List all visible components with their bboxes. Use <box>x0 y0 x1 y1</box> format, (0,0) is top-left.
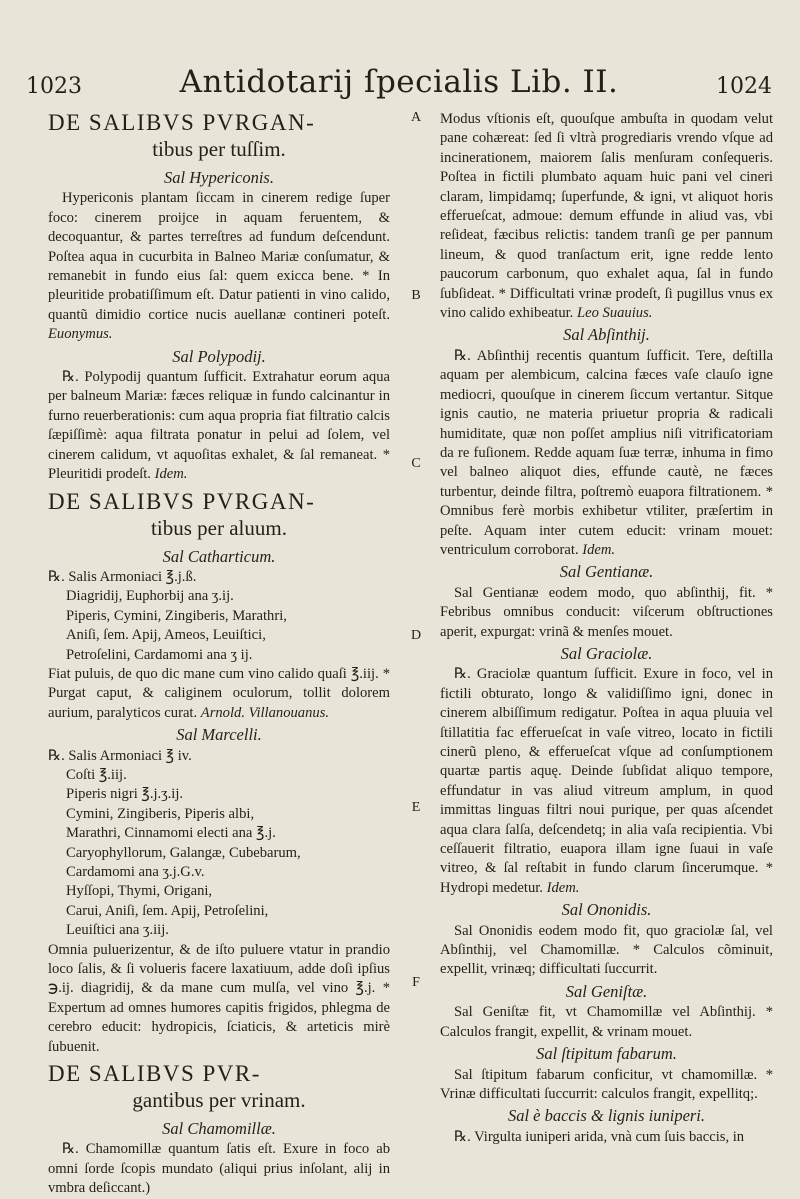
recipe-title-genistae: Sal Geniſtæ. <box>565 981 648 1001</box>
right-column <box>440 110 773 1147</box>
ingredient-line: Marathri, Cinnamomi electi ana ℥.j. <box>66 825 276 842</box>
ingredient-line: Caryophyllorum, Galangæ, Cubebarum, <box>66 844 301 861</box>
recipe-title-iuniperi: Sal è baccis & lignis iuniperi. <box>507 1106 706 1126</box>
recipe-text-graciolae: ℞. Graciolæ quantum ſufficit. Exure in foco, vel in fictili obturato, longo & validiſſimo igni, donec in cinerem albiſſimum redigatur. Poſtea in aqua pluuia vel ſtillatitia fac efferueſcat in vaſe vitreo, locato in fictili cinerũ pleno, & efferueſcat vſque ad conſumptionem quartæ partis aquę. Deinde ſubſidat aliquo tempore, effundatur in vas aliud vitreum amplum, in quod immittas linguas filtri noui purique, per quas aſcendet aqua clara ſalſa, deſcendetq; in alia vaſa recipientia. Vbi ceſſauerit filtratio, euapora illam igne ſuaui in vaſe vitreo, & ſal reſtabit in fundo clarum ſincerumque. * Hydropi medetur. Idem. <box>440 666 773 896</box>
recipe-title-marcelli: Sal Marcelli. <box>176 725 262 745</box>
ingredient-line: Cymini, Zingiberis, Piperis albi, <box>66 805 255 822</box>
recipe-text-iuniperi: ℞. Virgulta iuniperi arida, vnà cum ſuis baccis, in <box>454 1128 745 1145</box>
recipe-title-graciolae: Sal Graciolæ. <box>560 643 653 663</box>
section-subtitle-tussis: tibus per tuſſim. <box>152 137 286 161</box>
ingredient-line: Piperis, Cymini, Zingiberis, Marathri, <box>66 607 287 624</box>
recipe-text-marcelli: Omnia puluerizentur, & de iſto puluere vtatur in prandio loco ſalis, & ſi volueris facere laxatiuum, adde doſi ipſius ℈.ij. diagridij, & da mane cum mulſa, vel vino ℥.j. * Expertum ad omnes humores capitis frigidos, phlegma de cerebro educit: hydropicis, ſciaticis, & arteticis mirè ſubuenit. <box>48 941 390 1055</box>
recipe-title-fabarum: Sal ſtipitum fabarum. <box>536 1044 677 1064</box>
author-arnold: Arnold. Villanouanus. <box>200 704 330 721</box>
recipe-title-catharticum: Sal Catharticum. <box>162 546 276 566</box>
author-idem: Idem. <box>546 879 580 896</box>
margin-letter-e: E <box>411 800 421 815</box>
section-subtitle-vrinam: gantibus per vrinam. <box>132 1088 306 1113</box>
recipe-text-gentianae: Sal Gentianæ eodem modo, quo abſinthij, fit. * Febribus omnibus conducit: viſcerum obſtructiones aperit, expurgat: vrinã & menſes mouet. <box>440 584 773 640</box>
margin-letter-f: F <box>412 975 420 990</box>
recipe-text-genistae: Sal Geniſtæ fit, vt Chamomillæ vel Abſinthij. * Calculos frangit, expellit, & vrinam mouet. <box>440 1004 773 1040</box>
page-number-left: 1023 <box>26 74 82 99</box>
recipe-title-polypodij: Sal Polypodij. <box>172 346 266 366</box>
author-idem: Idem. <box>582 541 616 558</box>
recipe-text-polypodij: ℞. Polypodij quantum ſufficit. Extrahatur eorum aqua per balneum Mariæ: fæces reliquæ in fundo calcinantur in furno reuerberationis: cum aqua propria fiat filtratio calcis ſæpiſſimè: aqua filtrata ponatur in pelui ad ſolem, vel cinerem calidum, vt aquoſitas exhalet, & ſal remaneat. * Pleuritidi prodeſt. Idem. <box>48 369 390 483</box>
ingredient-line: Diagridij, Euphorbij ana ʒ.ij. <box>66 588 234 605</box>
recipe-text-absinthij: ℞. Abſinthij recentis quantum ſufficit. Tere, deſtilla aquam per alembicum, calcina fæces vaſe clauſo igne mediocri, quouſque in cinerem ſiccum vertantur. Sitque ignis cautio, ne materia priuetur propria & radicali humiditate, quæ non poſſet amplius niſi vitrificatoriam da re fuſionem. Redde aquam ſuæ terræ, inhuma in fimo vel balneo aliquot dies, effunde cautè, ne fæces turbentur, deinde filtra, poſtremò euapora filtrationem. * Omnibus ferè morbis exhibetur vtiliter, præſertim in peſte. Aquam inter cutem educit: vrinam mouet: ventriculum corroborat. Idem. <box>440 347 773 558</box>
margin-letter-c: C <box>411 456 421 471</box>
ingredient-line: Petroſelini, Cardamomi ana ʒ ij. <box>66 646 253 663</box>
ingredients-catharticum <box>48 568 390 665</box>
ingredient-line: Leuiſtici ana ʒ.iij. <box>66 922 169 939</box>
margin-letter-a: A <box>410 110 422 125</box>
ingredients-marcelli <box>48 747 390 941</box>
ingredient-line: Aniſi, ſem. Apij, Ameos, Leuiſtici, <box>66 627 266 644</box>
recipe-text-chamomillae-continued: Modus vſtionis eſt, quouſque ambuſta in quodam velut pane cohæreat: ſed ſi vltrà progrediaris vrendo vſque ad incinerationem, maiorem ſalis menſuram conſequeris. Poſtea in fictili plumbato aquam huic pani vel cineri claram, limpidamq; ſuperfunde, & igni, vt aliquot horis efferueſcat, admoue: demum effunde in aliud vas, vbi reſideat, fæcibus relictis: tandem tranſi ge per pannum lineum, & quod tranſactum erit, igne redde lento paucorum carbonum, quo exhalet aqua, ſal in fundo ſubſideat. * Difficultati vrinæ prodeſt, ſi pugillus vnus ex vino calido exhibeatur. Leo Suauius. <box>440 111 773 322</box>
ingredient-line: Coſti ℥.iij. <box>66 766 127 783</box>
page-header <box>26 64 772 106</box>
ingredient-line: Piperis nigri ℥.j.ʒ.ij. <box>66 786 184 803</box>
page-number-right: 1024 <box>716 74 772 99</box>
recipe-title-chamomillae: Sal Chamomillæ. <box>162 1119 276 1139</box>
author-leo-suauius: Leo Suauius. <box>577 305 653 322</box>
section-subtitle-aluum: tibus per aluum. <box>151 515 287 540</box>
ingredient-line: Hyſſopi, Thymi, Origani, <box>66 883 213 900</box>
author-idem: Idem. <box>154 466 188 483</box>
recipe-text-chamomillae: ℞. Chamomillæ quantum ſatis eſt. Exure in foco ab omni ſorde ſcopis mundato (aliqui prius inſolant, alij in vmbra deſiccant.) <box>48 1141 390 1197</box>
recipe-title-hypericon: Sal Hypericonis. <box>164 168 274 187</box>
recipe-title-absinthij: Sal Abſinthij. <box>563 325 650 345</box>
running-title: Antidotarij ſpecialis Lib. II. <box>179 64 619 100</box>
ingredient-line: Cardamomi ana ʒ.j.G.v. <box>66 864 205 880</box>
recipe-text-hypericon: Hypericonis plantam ſiccam in cinerem redige ſuper foco: cinerem proijce in aquam feruentem, & decoquantur, & partes terreſtres ad fundum deſcendunt. Poſtea aqua in cucurbita in Balneo Mariæ conſumatur, & remanebit in fundo eius ſal: quem exicca bene. * In pleuritide probatiſſimum eſt. Datur patienti in vino calido, quantũ dimidio cortice nucis auellanæ contineri poteſt. Euonymus. <box>48 190 390 343</box>
section-title-vrinam: DE SALIBVS PVR- <box>48 1061 261 1087</box>
recipe-text-fabarum: Sal ſtipitum fabarum conficitur, vt chamomillæ. * Vrinæ difficultati ſuccurrit: calculos frangit, expellitq;. <box>440 1066 773 1102</box>
left-column <box>48 110 390 1199</box>
recipe-title-gentianae: Sal Gentianæ. <box>559 562 654 582</box>
recipe-text-catharticum: Fiat puluis, de quo dic mane cum vino calido quaſi ℥.iij. * Purgat caput, & caliginem oculorum, tollit dolorem aurium, paralyticos curat. Arnold. Villanouanus. <box>48 665 390 721</box>
author-euonymus: Euonymus. <box>48 326 113 343</box>
ingredient-line: ℞. Salis Armoniaci ℥ iv. <box>48 747 192 764</box>
recipe-text-ononidis: Sal Ononidis eodem modo fit, quo graciolæ ſal, vel Abſinthij, vel Chamomillæ. * Calculos cõminuit, expellit, vrinæq; difficultati ſuccurrit. <box>440 922 773 978</box>
recipe-title-ononidis: Sal Ononidis. <box>561 900 652 920</box>
ingredient-line: ℞. Salis Armoniaci ℥.j.ß. <box>48 568 197 585</box>
ingredient-line: Carui, Aniſi, ſem. Apij, Petroſelini, <box>66 902 269 919</box>
section-title-tussis: DE SALIBVS PVRGAN- <box>48 110 316 135</box>
margin-letter-d: D <box>410 628 422 643</box>
section-title-aluum: DE SALIBVS PVRGAN- <box>48 488 316 514</box>
margin-letter-b: B <box>411 288 421 303</box>
